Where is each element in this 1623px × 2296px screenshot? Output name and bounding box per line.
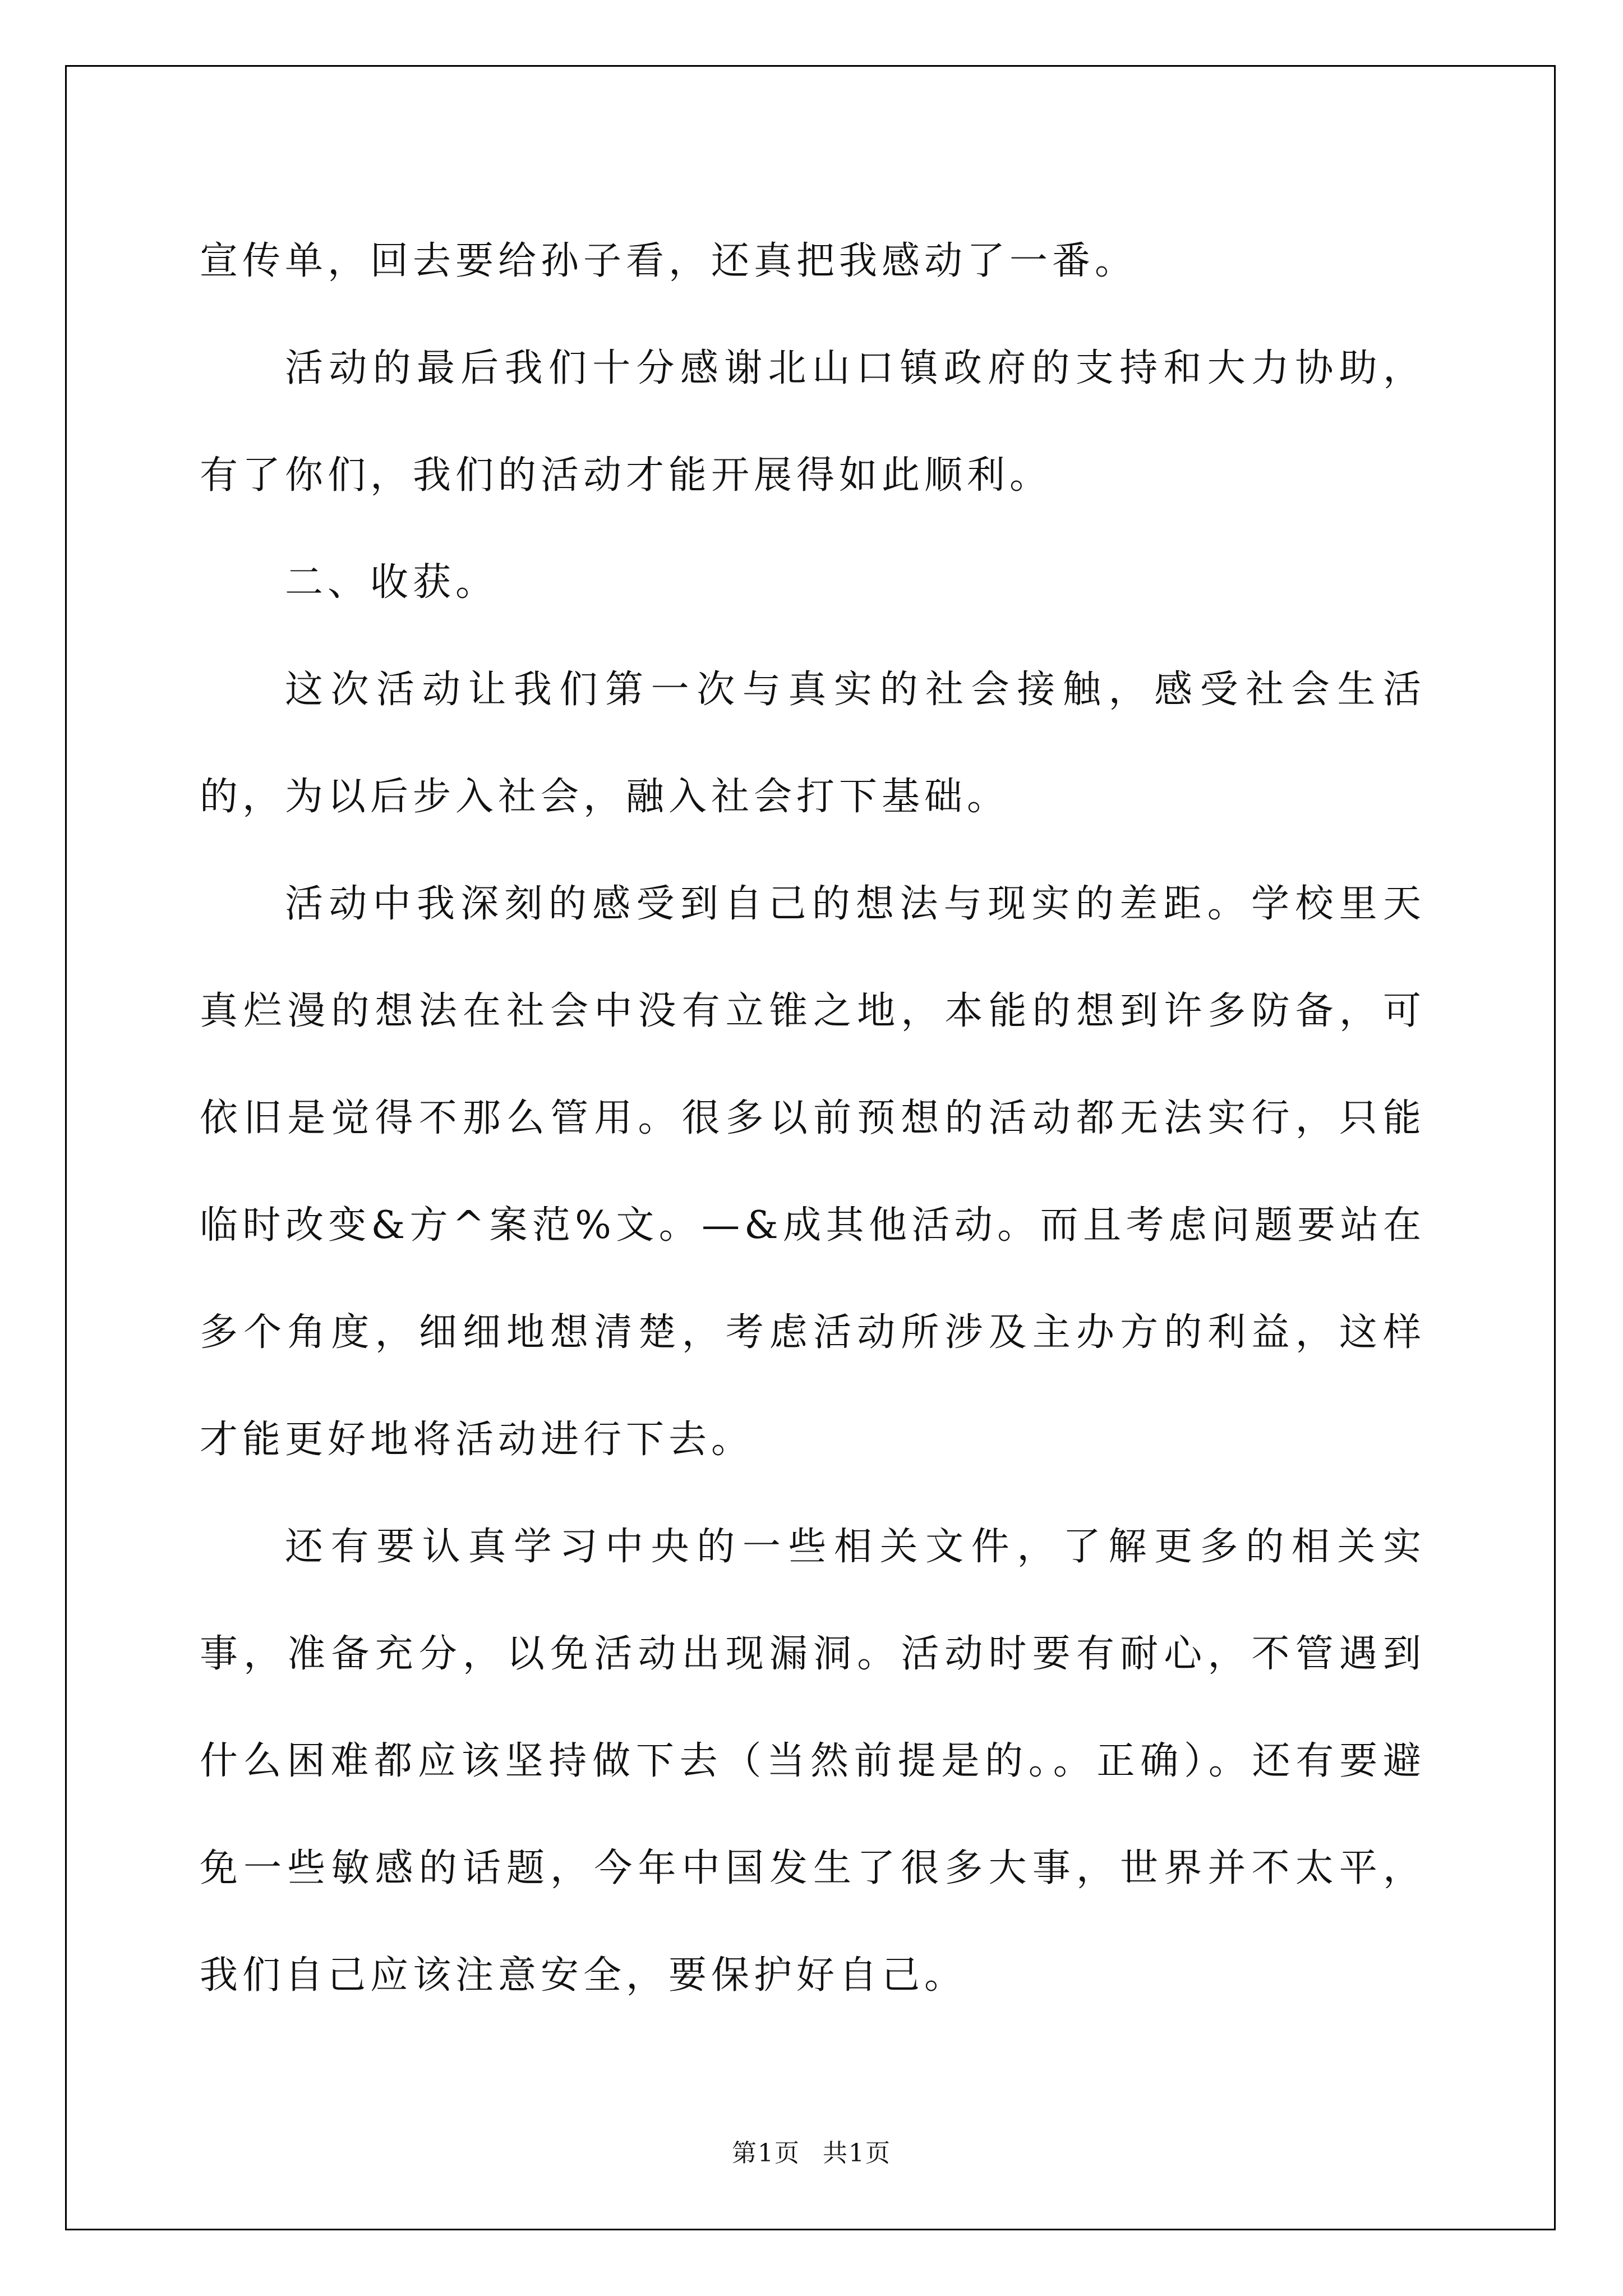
page-number: 第1页 — [732, 2139, 800, 2168]
page-total: 共1页 — [823, 2139, 891, 2168]
page-footer — [0, 2133, 1623, 2169]
paragraph-5: 还有要认真学习中央的一些相关文件，了解更多的相关实事，准备充分，以免活动出现漏洞。活动时要有耐心，不管遇到什么困难都应该坚持做下去（当然前提是的。。正确）。还有要避免一些敏感的话题，今年中国发生了很多大事，世界并不太平，我们自己应该注意安全，要保护好自己。 — [200, 1525, 1426, 1998]
paragraph-2: 活动的最后我们十分感谢北山口镇政府的支持和大力协助，有了你们，我们的活动才能开展得如此顺利。 — [200, 346, 1426, 498]
paragraph-4: 活动中我深刻的感受到自己的想法与现实的差距。学校里天真烂漫的想法在社会中没有立锥之地，本能的想到许多防备，可依旧是觉得不那么管用。很多以前预想的活动都无法实行，只能临时改变&方^案范%文。—&成其他活动。而且考虑问题要站在多个角度，细细地想清楚，考虑活动所涉及主办方的利益，这样才能更好地将活动进行下去。 — [200, 882, 1426, 1462]
section-heading-harvest: 二、收获。 — [285, 560, 499, 605]
document-body — [200, 208, 1426, 2029]
paragraph-3: 这次活动让我们第一次与真实的社会接触，感受社会生活的，为以后步入社会，融入社会打下基础。 — [200, 668, 1426, 819]
paragraph-1: 宣传单，回去要给孙子看，还真把我感动了一番。 — [200, 239, 1138, 283]
